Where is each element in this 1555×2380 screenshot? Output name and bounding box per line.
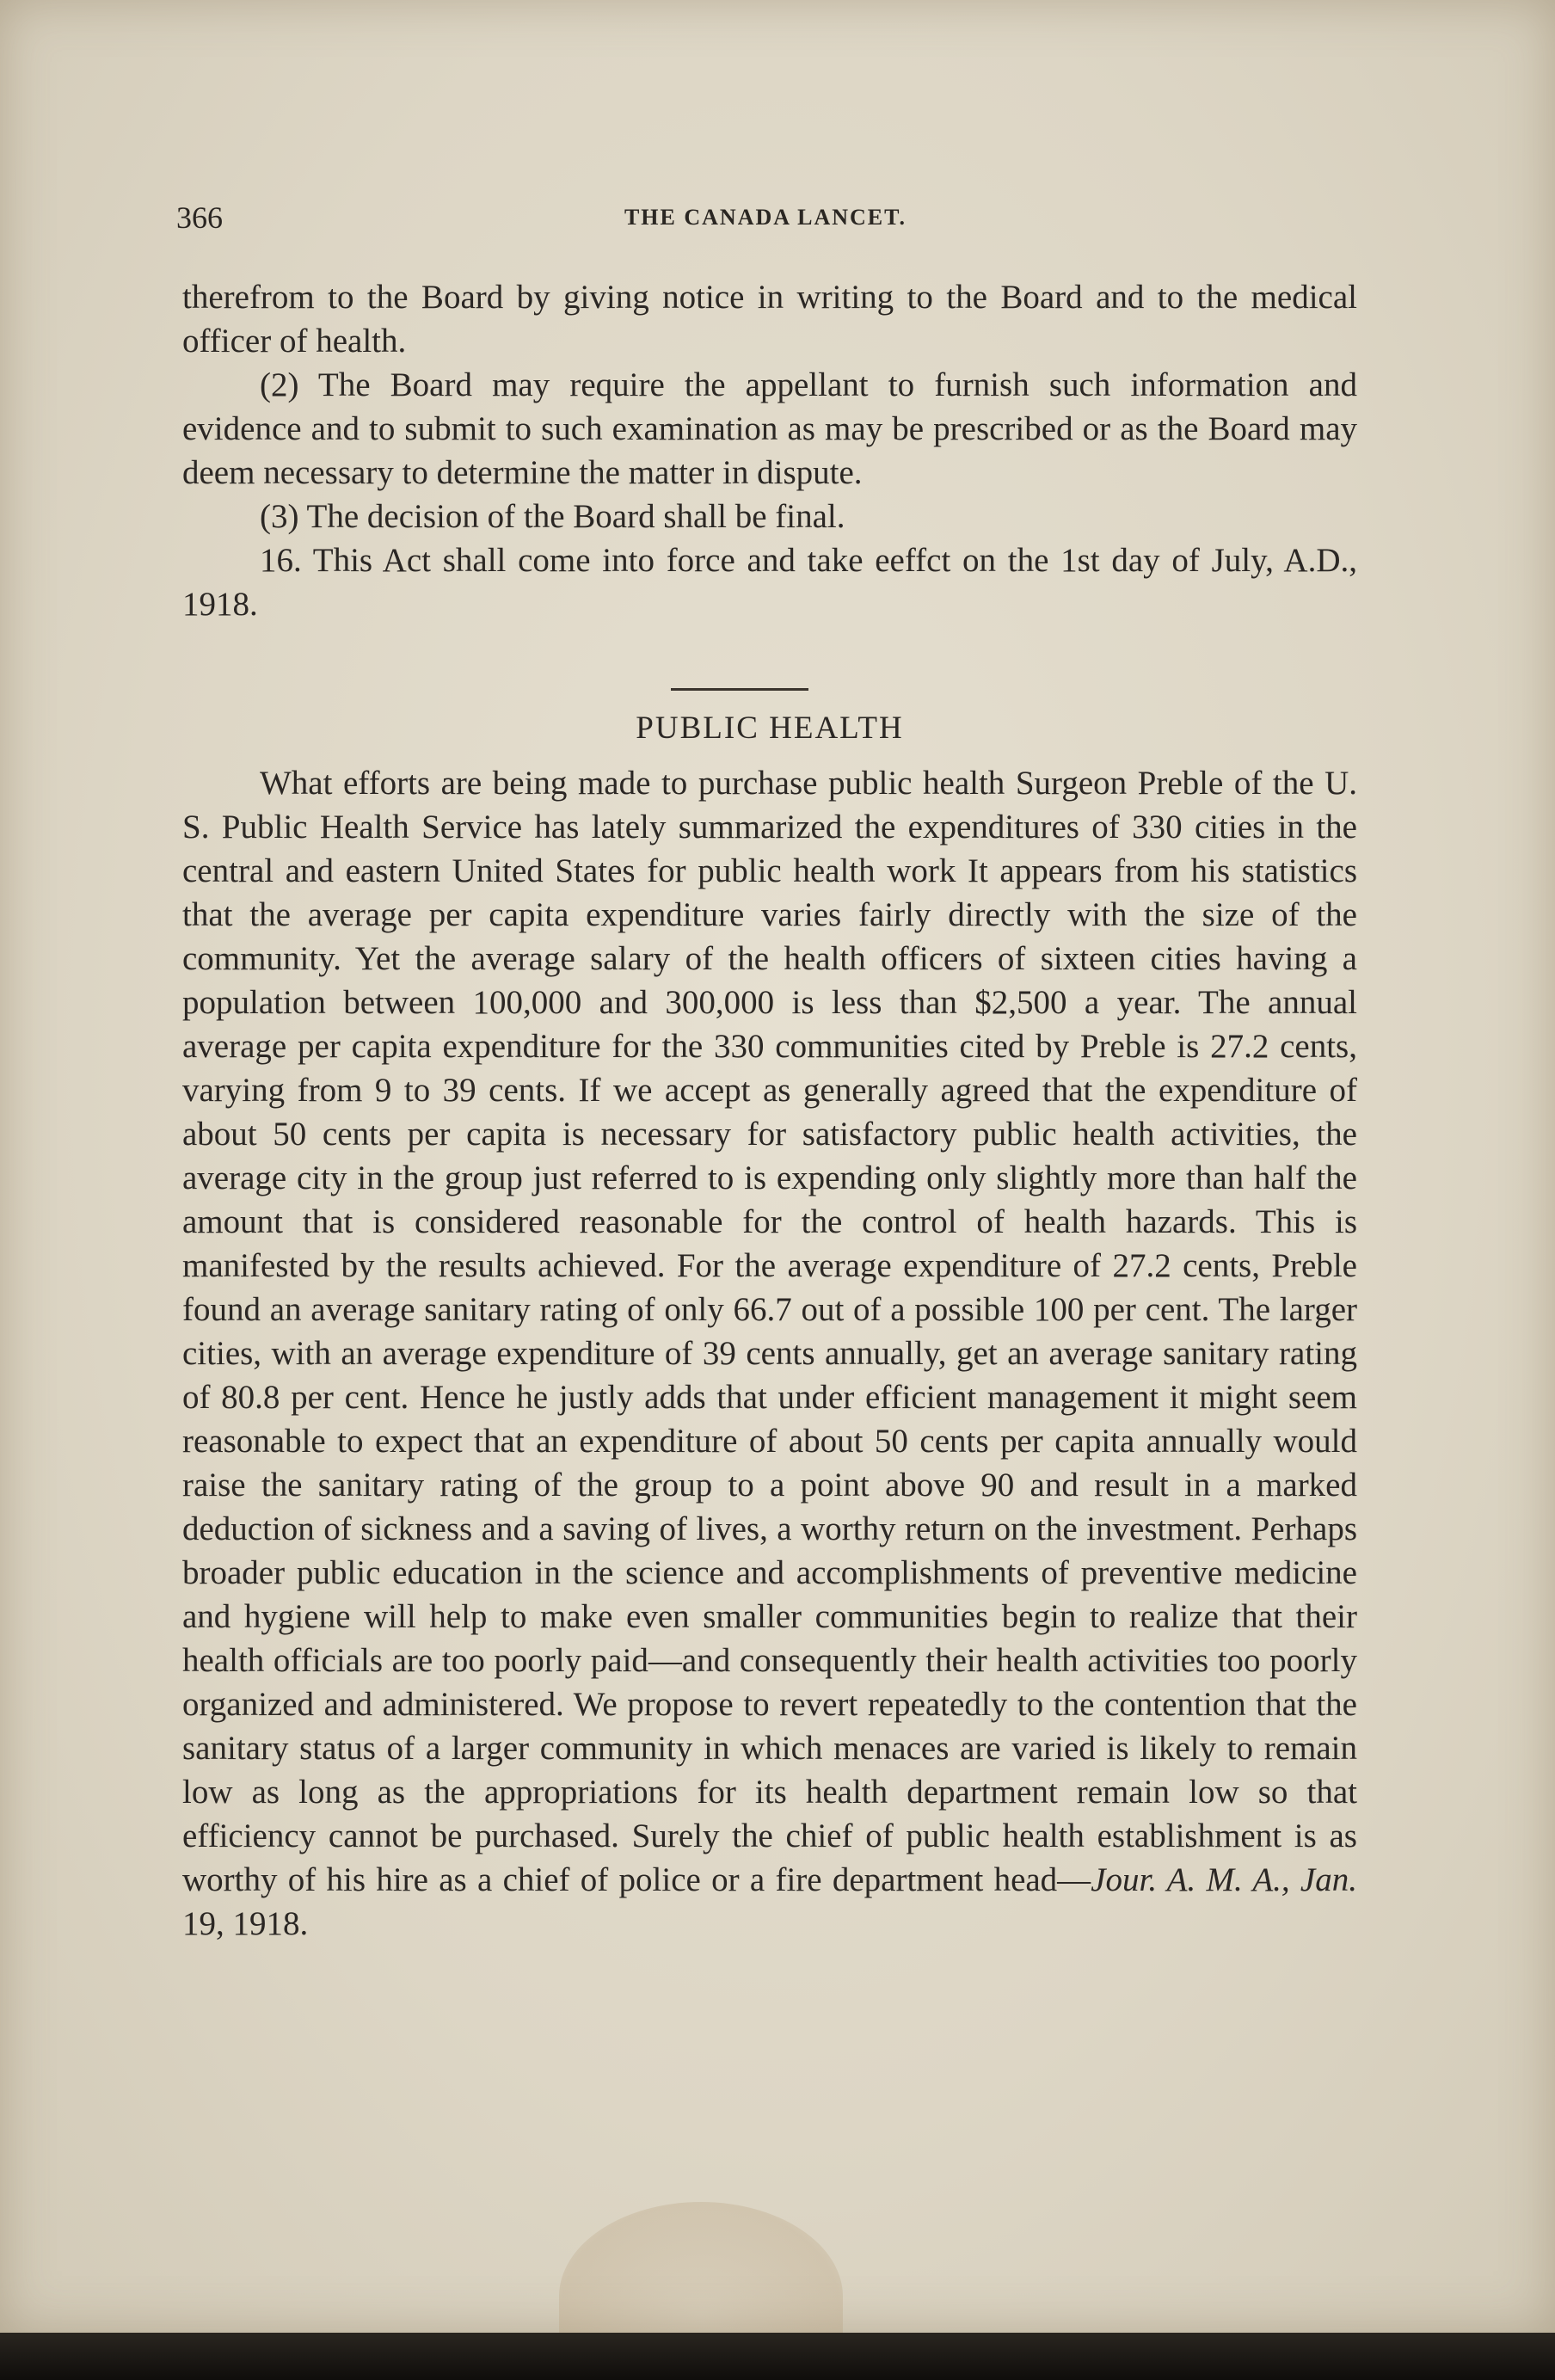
article-citation-date: 19, 1918. [182, 1905, 309, 1942]
article-paragraph [182, 761, 1357, 1946]
section-rule [671, 688, 808, 691]
act-paragraph-1: therefrom to the Board by giving notice in writing to the Board and to the medical officer of health. [182, 279, 1357, 360]
act-paragraph-4: 16. This Act shall come into force and take eeffct on the 1st day of July, A.D., 1918. [182, 542, 1357, 623]
public-health-article [182, 761, 1357, 1946]
scan-edge [0, 2333, 1555, 2380]
act-paragraph-3: (3) The decision of the Board shall be final. [260, 498, 845, 535]
page-number: 366 [176, 200, 223, 235]
page-header [176, 200, 1355, 243]
paper-stain [559, 2202, 843, 2333]
article-body: What efforts are being made to purchase public health Surgeon Preble of the U. S. Public Health Service has lately summarized the expenditures of 330 cities in the central and eastern United States for public health work It appears from his statistics that the average per capita expenditure varies fairly directly with the size of the community. Yet the average salary of the health officers of sixteen cities having a population between 100,000 and 300,000 is less than $2,500 a year. The annual average per capita expenditure for the 330 communities cited by Preble is 27.2 cents, varying from 9 to 39 cents. If we accept as generally agreed that the expenditure of about 50 cents per capita is necessary for satisfactory public health activities, the average city in the group just referred to is expending only slightly more than half the amount that is considered reasonable for the control of health hazards. This is manifested by the results achieved. For the average expenditure of 27.2 cents, Preble found an average sanitary rating of only 66.7 out of a possible 100 per cent. The larger cities, with an average expenditure of 39 cents annually, get an average sanitary rating of 80.8 per cent. Hence he justly adds that under efficient management it might seem reasonable to expect that an expenditure of about 50 cents per capita annually would raise the sanitary rating of the group to a point above 90 and result in a marked deduction of sickness and a saving of lives, a worthy return on the investment. Perhaps broader public education in the science and accomplishments of preventive medicine and hygiene will help to make even smaller communities begin to realize that their health officials are too poorly paid—and consequently their health activities too poorly organized and administered. We propose to revert repeatedly to the contention that the sanitary status of a larger community in which menaces are varied is likely to remain low as long as the appropriations for its health department remain low so that efficiency cannot be purchased. Surely the chief of public health establishment is as worthy of his hire as a chief of police or a fire department head— [182, 765, 1357, 1898]
section-title: PUBLIC HEALTH [636, 710, 904, 746]
act-paragraph-2: (2) The Board may require the appellant to furnish such information and evidence and to submit to such examination as may be prescribed or as the Board may deem necessary to determine the matter in dispute. [182, 366, 1357, 491]
article-citation: Jour. A. M. A., Jan. [1091, 1861, 1357, 1898]
act-text [182, 275, 1357, 626]
running-head: THE CANADA LANCET. [624, 205, 907, 230]
